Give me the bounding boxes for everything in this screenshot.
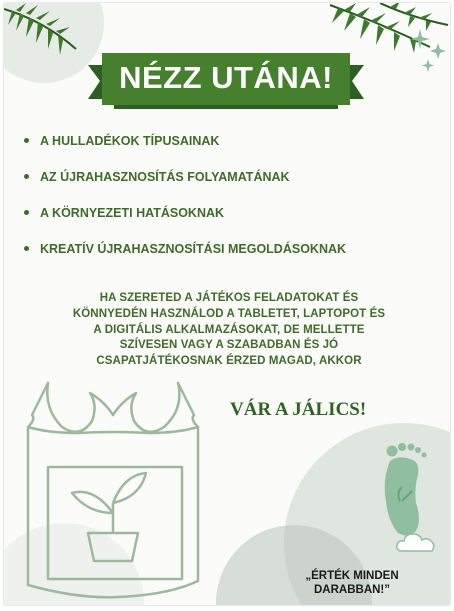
- motto: [300, 569, 404, 597]
- bullet-dot-icon: [24, 246, 29, 251]
- footprint-icon: [372, 441, 436, 541]
- topic-label: A KÖRNYEZETI HATÁSOKNAK: [40, 206, 225, 220]
- paragraph-line: SZÍVESEN VAGY A SZABADBAN ÉS JÓ: [119, 339, 339, 352]
- bullet-dot-icon: [24, 138, 29, 143]
- topic-label: A HULLADÉKOK TÍPUSAINAK: [40, 134, 220, 148]
- motto-line: DARABBAN!”: [313, 584, 391, 596]
- list-item: [24, 207, 346, 219]
- plastic-bag-icon: [18, 375, 208, 600]
- list-item: [24, 243, 346, 255]
- paragraph-line: A DIGITÁLIS ALKALMAZÁSOKAT, DE MELLETTE: [93, 323, 365, 336]
- bullet-dot-icon: [24, 174, 29, 179]
- topic-list: [24, 135, 346, 279]
- list-item: [24, 171, 346, 183]
- poster: [4, 3, 450, 605]
- title-banner: [88, 47, 364, 115]
- sparkle-icon: [412, 29, 448, 73]
- paragraph-line: KÖNNYEDÉN HASZNÁLOD A TABLETET, LAPTOPOT ÉS: [72, 307, 386, 320]
- paragraph-line: CSAPATJÁTÉKOSNAK ÉRZED MAGAD, AKKOR: [96, 355, 362, 368]
- bullet-dot-icon: [24, 210, 29, 215]
- topic-label: AZ ÚJRAHASZNOSÍTÁS FOLYAMATÁNAK: [40, 170, 290, 184]
- motto-line: „ÉRTÉK MINDEN: [305, 570, 399, 582]
- call-to-action: VÁR A JÁLICS!: [230, 399, 367, 420]
- palm-leaf-icon: [4, 3, 84, 63]
- cloud-icon: [396, 531, 436, 553]
- page-title: NÉZZ UTÁNA!: [119, 60, 333, 95]
- paragraph-line: HA SZERETED A JÁTÉKOS FELADATOKAT ÉS: [99, 292, 359, 304]
- list-item: [24, 135, 346, 147]
- potted-plant-icon: [72, 473, 146, 561]
- invitation-paragraph: [64, 291, 394, 370]
- topic-label: KREATÍV ÚJRAHASZNOSÍTÁSI MEGOLDÁSOKNAK: [40, 242, 347, 256]
